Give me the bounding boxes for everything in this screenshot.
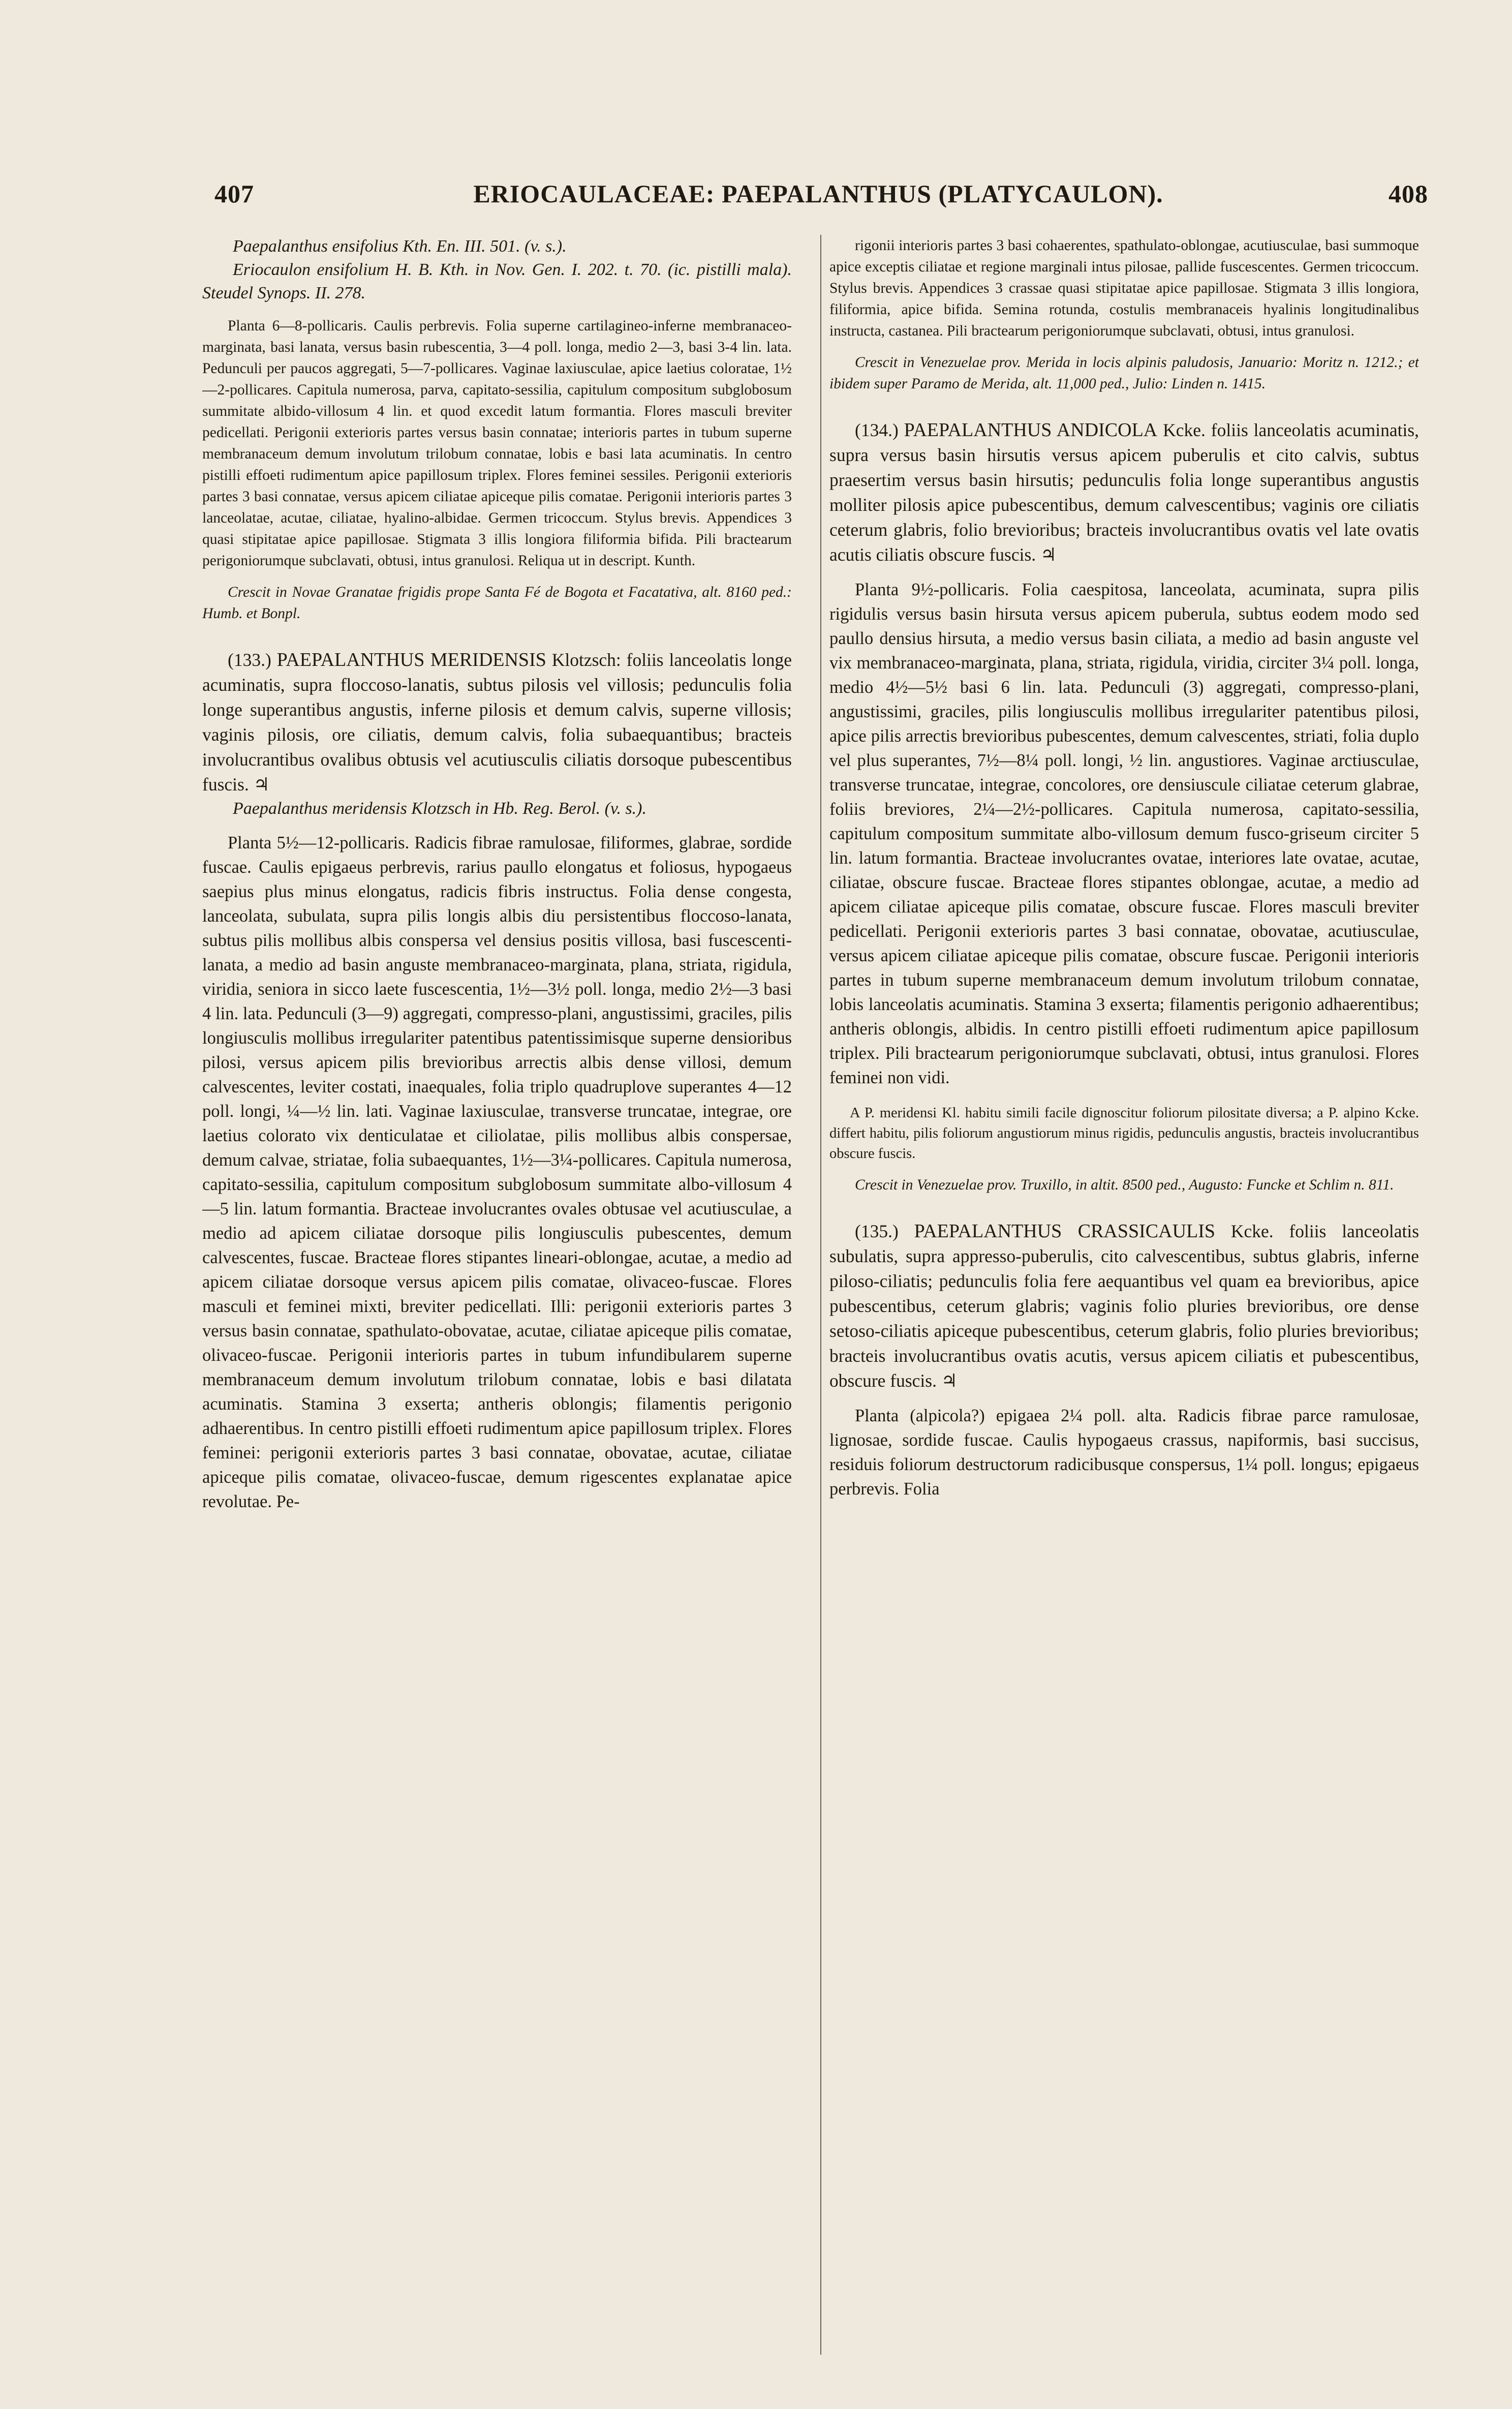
species-diagnosis: foliis lanceolatis acuminatis, supra versus basin hirsutis versus apicem puberulis et cito calvis, subtus praesertim versus basin hirsutis; pedunculis folia longe superantibus angustis molliter pilosis apice pubescentibus, demum calvescentibus; vaginis ore ciliatis ceterum glabris, folio brevioribus; bracteis involucrantibus ovatis vel late ovatis acutis ciliatis obscure fuscis. ♃ bbox=[829, 420, 1419, 565]
description-meridensis-cont: rigonii interioris partes 3 basi cohaerentes, spathulato-oblongae, acutiusculae, basi summoque apice exceptis ciliatae et regione marginali intus pilosae, pallide fuscescentes. Germen tricoccum. Stylus brevis. Appendices 3 crassae quasi stipitatae apice papillosae. Stigmata 3 illis longiora, filiformia, apice bifida. Semina rotunda, costulis membranaceis hyalinis longitudinalibus instructa, castanea. Pili bractearum perigoniorumque subclavati, obtusi, intus granulosi. bbox=[829, 237, 1419, 339]
species-diagnosis: foliis lanceolatis longe acuminatis, supra floccoso-lanatis, subtus pilosis vel villosis; pedunculis folia longe superantibus angustis, inferne pilosis et demum calvis, superne villosis; vaginis pilosis, ore ciliatis, demum calvis, folia subaequantibus; bracteis involucrantibus ovalibus obtusis vel acutiusculis ciliatis dorsoque pubescentibus fuscis. ♃ bbox=[202, 650, 792, 795]
species-heading-133 bbox=[202, 648, 792, 797]
locality-meridensis: Crescit in Venezuelae prov. Merida in locis alpinis paludosis, Januario: Moritz n. 1212.; et ibidem super Paramo de Merida, alt. 11,000 ped., Julio: Linden n. 1415. bbox=[829, 354, 1419, 392]
species-author: Klotzsch: bbox=[551, 650, 621, 670]
synonym-paepalanthus-ensifolius: Paepalanthus ensifolius Kth. En. III. 501. (v. s.). bbox=[233, 237, 567, 256]
running-title: ERIOCAULACEAE: PAEPALANTHUS (PLATYCAULON). bbox=[473, 179, 1163, 208]
species-heading-135 bbox=[829, 1219, 1419, 1393]
page-number-left: 407 bbox=[214, 179, 254, 208]
page-number-right: 408 bbox=[1388, 179, 1428, 208]
synonym-meridensis: Paepalanthus meridensis Klotzsch in Hb. Reg. Berol. (v. s.). bbox=[233, 799, 647, 818]
right-column bbox=[829, 235, 1419, 2355]
synonym-eriocaulon-ensifolium: Eriocaulon ensifolium H. B. Kth. in Nov. Gen. I. 202. t. 70. (ic. pistilli mala). Steudel Synops. II. 278. bbox=[202, 260, 792, 302]
locality-ensifolius: Crescit in Novae Granatae frigidis prope Santa Fé de Bogota et Facatativa, alt. 8160 ped.: Humb. et Bonpl. bbox=[202, 584, 792, 622]
species-author: Kcke. bbox=[1230, 1221, 1274, 1241]
column-divider bbox=[820, 235, 821, 2355]
running-header bbox=[203, 179, 1433, 215]
species-name: PAEPALANTHUS ANDICOLA bbox=[904, 419, 1158, 441]
description-ensifolius: Planta 6—8-pollicaris. Caulis perbrevis. Folia superne cartilagineo-inferne membranaceo-marginata, basi lanata, versus basin rubescentia, 3—4 poll. longa, medio 2—3, basi 3-4 lin. lata. Pedunculi per paucos aggregati, 5—7-pollicares. Vaginae laxiusculae, apice laetius coloratae, 1½—2-pollicares. Capitula numerosa, parva, capitato-sessilia, capitulum compositum subglobosum summitate albido-villosum 4 lin. et quod excedit latum formantia. Flores masculi breviter pedicellati. Perigonii exterioris partes versus basin connatae; interioris partes in tubum superne membranaceum demum involutum trilobum connatae, lobis e basi lata acuminatis. In centro pistilli effoeti rudimentum apice papillosum triplex. Flores feminei sessiles. Perigonii exterioris partes 3 basi connatae, versus apicem ciliatae apiceque pilis comatae. Perigonii interioris partes 3 lanceolatae, acutae, ciliatae, hyalino-albidae. Germen tricoccum. Stylus brevis. Appendices 3 quasi stipitatae apice papillosae. Stigmata 3 illis longiora filiformia bifida. Pili bractearum perigoniorumque subclavati, obtusi, intus granulosi. Reliqua ut in descript. Kunth. bbox=[202, 318, 792, 569]
species-number: (134.) bbox=[855, 420, 899, 440]
description-meridensis: Planta 5½—12-pollicaris. Radicis fibrae ramulosae, filiformes, glabrae, sordide fuscae. Caulis epigaeus perbrevis, rarius paullo elongatus et foliosus, hypogaeus saepius plus minus elongatus, radicis fibris instructus. Folia dense congesta, lanceolata, subulata, supra pilis longis albis diu persistentibus floccoso-lanata, subtus pilis mollibus albis conspersa vel densius positis villosa, basi fuscescenti-lanata, a medio ad basin anguste membranaceo-marginata, plana, striata, rigidula, viridia, seniora in sicco laete fuscescentia, 1½—3½ poll. longa, medio 2½—3 basi 4 lin. lata. Pedunculi (3—9) aggregati, compresso-plani, angustissimi, graciles, pilis longiusculis mollibus irregulariter patentibus patentissimisque superne densioribus pilosi, versus apicem pilis brevioribus arrectis albis dense villosi, demum calvescentes, leviter costati, inaequales, folia triplo quadruplove superantes 4—12 poll. longi, ¼—½ lin. lati. Vaginae laxiusculae, transverse truncatae, integrae, ore laetius colorato vix denticulatae et ciliolatae, pilis mollibus albis conspersae, demum calvae, striatae, folia subaequantes, 1½—3¼-pollicares. Capitula numerosa, capitato-sessilia, capitulum compositum subglobosum summitate albo-villosum 4—5 lin. latum formantia. Bracteae involucrantes ovales obtusae vel acutiusculae, a medio ad apicem ciliatae dorsoque pilis longiusculis pubescentes, demum calvescentes, fuscae. Bracteae flores stipantes lineari-oblongae, acutae, a medio ad apicem ciliatae dorsoque versus apicem pilis comatae, olivaceo-fuscae. Flores masculi et feminei mixti, breviter pedicellati. Illi: perigonii exterioris partes 3 versus basin connatae, spathulato-obovatae, acutae, ciliatae apiceque pilis comatae, olivaceo-fuscae. Perigonii interioris partes in tubum infundibularem superne membranaceum demum involutum trilobum connatae, lobis e basi dilatata acuminatis. Stamina 3 exserta; antheris oblongis; filamentis perigonio adhaerentibus. In centro pistilli effoeti rudimentum apice papillosum triplex. Flores feminei: perigonii exterioris partes 3 basi connatae, obovatae, acutae, ciliatae apiceque pilis comatae, olivaceo-fuscae, demum rigescentes explanatae apice revolutae. Pe- bbox=[202, 833, 792, 1511]
species-diagnosis: foliis lanceolatis subulatis, supra appresso-puberulis, cito calvescentibus, subtus glabris, inferne piloso-ciliatis; pedunculis folia fere aequantibus vel quam ea brevioribus, apice pubescentibus, ceterum glabris; vaginis folio pluries brevioribus, ore dense setoso-ciliatis apiceque pubescentibus, ceterum glabris, folio pluries brevioribus; bracteis involucrantibus ovatis acutis, versus apicem ciliatis et pubescentibus, obscure fuscis. ♃ bbox=[829, 1221, 1419, 1391]
description-crassicaulis: Planta (alpicola?) epigaea 2¼ poll. alta. Radicis fibrae parce ramulosae, lignosae, sordide fuscae. Caulis hypogaeus crassus, napiformis, basi succisus, residuis foliorum destructorum radicibusque conspersus, 1¼ poll. longus; epigaeus perbrevis. Folia bbox=[829, 1406, 1419, 1499]
locality-andicola: Crescit in Venezuelae prov. Truxillo, in altit. 8500 ped., Augusto: Funcke et Schlim n. 811. bbox=[855, 1177, 1394, 1193]
left-column bbox=[202, 235, 792, 2355]
description-andicola: Planta 9½-pollicaris. Folia caespitosa, lanceolata, acuminata, supra pilis rigidulis versus basin hirsuta versus apicem puberula, subtus eodem modo sed paullo densius hirsuta, a medio versus basin ciliata, a medio ad basin anguste vel vix membranaceo-marginata, plana, striata, rigidula, viridia, circiter 3¼ poll. longa, medio 4½—5½ basi 6 lin. lata. Pedunculi (3) aggregati, compresso-plani, angustissimi, graciles, pilis longiusculis mollibus irregulariter patentibus pilosi, apice pilis arrectis brevioribus pubescentes, demum calvescentes, striati, folia duplo vel plus superantes, 7½—8¼ poll. longi, ½ lin. angustiores. Vaginae arctiusculae, transverse truncatae, integrae, concolores, ore densiuscule ciliatae ceterum glabrae, foliis breviores, 2¼—2½-pollicares. Capitula numerosa, capitato-sessilia, capitulum compositum summitate albo-villosum demum fusco-griseum circiter 5 lin. latum formantia. Bracteae involucrantes ovatae, interiores late ovatae, acutae, ciliatae, obscure fuscae. Bracteae flores stipantes oblongae, acutae, a medio ad apicem ciliatae apiceque pilis comatae, obscure fuscae. Flores masculi breviter pedicellati. Perigonii exterioris partes 3 basi connatae, obovatae, acutiusculae, versus apicem ciliatae apiceque pilis comatae, obscure fuscae. Perigonii interioris partes in tubum superne membranaceum demum involutum trilobum connatae, lobis lanceolatis acuminatis. Stamina 3 exserta; filamentis perigonio adhaerentibus; antheris oblongis, albidis. In centro pistilli effoeti rudimentum apice papillosum triplex. Pili bractearum perigoniorumque subclavati, obtusi, intus granulosi. Flores feminei non vidi. bbox=[829, 580, 1419, 1087]
note-andicola: A P. meridensi Kl. habitu simili facile dignoscitur foliorum pilositate diversa; a P. alpino Kcke. differt habitu, pilis foliorum angustiorum minus rigidis, pedunculis angustis, bracteis involucrantibus obscure fuscis. bbox=[829, 1105, 1419, 1162]
species-author: Kcke. bbox=[1163, 420, 1206, 440]
species-name: PAEPALANTHUS MERIDENSIS bbox=[276, 649, 546, 670]
species-number: (135.) bbox=[855, 1221, 899, 1241]
species-number: (133.) bbox=[228, 650, 271, 670]
species-heading-134 bbox=[829, 418, 1419, 567]
species-name: PAEPALANTHUS CRASSICAULIS bbox=[914, 1221, 1216, 1242]
